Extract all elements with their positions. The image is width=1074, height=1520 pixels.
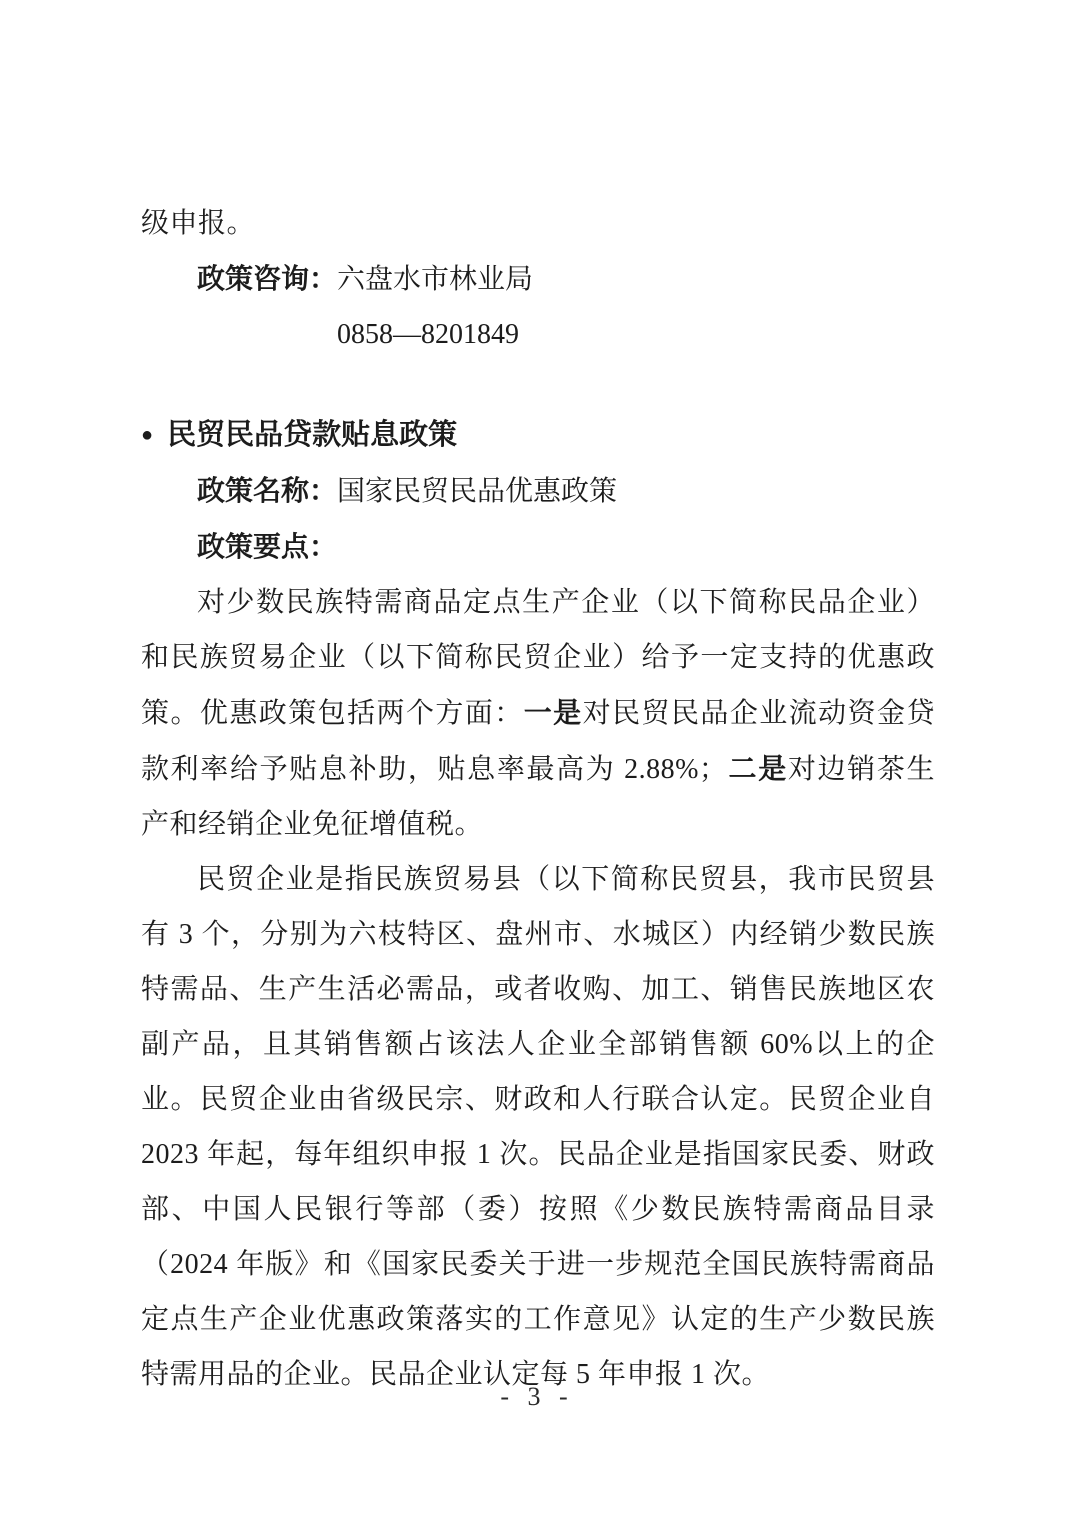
paragraph1-segment: 对少数民族特需商品定点生产企业（以下简称民品企业）和民族贸易企业（以下简称民贸企业）给予一定支持的优惠政策。优惠政策包括两个方面：	[141, 587, 935, 729]
continuation-text: 级申报。	[141, 208, 256, 239]
paragraph2-text: 民贸企业是指民族贸易县（以下简称民贸县，我市民贸县有 3 个，分别为六枝特区、盘州市、水城区）内经销少数民族特需品、生产生活必需品，或者收购、加工、销售民族地区农副产品，且其销售额占该法人企业全部销售额 60%以上的企业。民贸企业由省级民宗、财政和人行联合认定。民贸企业自 2023 年起，每年组织申报 1 次。民品企业是指国家民委、财政部、中国人民银行等部（委）按照《少数民族特需商品目录（2024 年版》和《国家民委关于进一步规范全国民族特需商品定点生产企业优惠政策落实的工作意见》认定的生产少数民族特需用品的企业。民品企业认定每 5 年申报 1 次。	[141, 864, 935, 1390]
policy-paragraph-1	[141, 575, 935, 852]
document-content	[141, 196, 935, 1402]
bullet-icon: ●	[141, 424, 154, 446]
policy-contact-label: 政策咨询：	[197, 263, 338, 294]
paragraph-continuation	[141, 196, 935, 251]
section-title: 民贸民品贷款贴息政策	[167, 419, 458, 451]
policy-name-value: 国家民贸民品优惠政策	[337, 476, 618, 507]
policy-contact-phone: 0858—8201849	[337, 319, 519, 350]
paragraph1-emphasis-first: 一是	[523, 697, 583, 728]
paragraph1-segment: 对民贸民品企业流动资金贷款利率给予贴息补助，贴息率最高为 2.88%；	[141, 698, 935, 785]
policy-contact-value: 六盘水市林业局	[337, 264, 534, 295]
policy-contact-line	[197, 251, 935, 307]
policy-paragraph-2	[141, 852, 935, 1402]
paragraph1-segment: 对边销茶生产和经销企业免征增值税。	[141, 754, 935, 840]
policy-name-label: 政策名称：	[197, 475, 338, 506]
paragraph1-emphasis-second: 二是	[727, 753, 788, 784]
page-number: - 3 -	[500, 1382, 574, 1411]
policy-name-line	[197, 463, 935, 519]
policy-points-line	[197, 519, 935, 575]
policy-contact-phone-line	[337, 307, 935, 362]
section-heading	[141, 408, 935, 463]
policy-points-label: 政策要点：	[197, 531, 338, 562]
